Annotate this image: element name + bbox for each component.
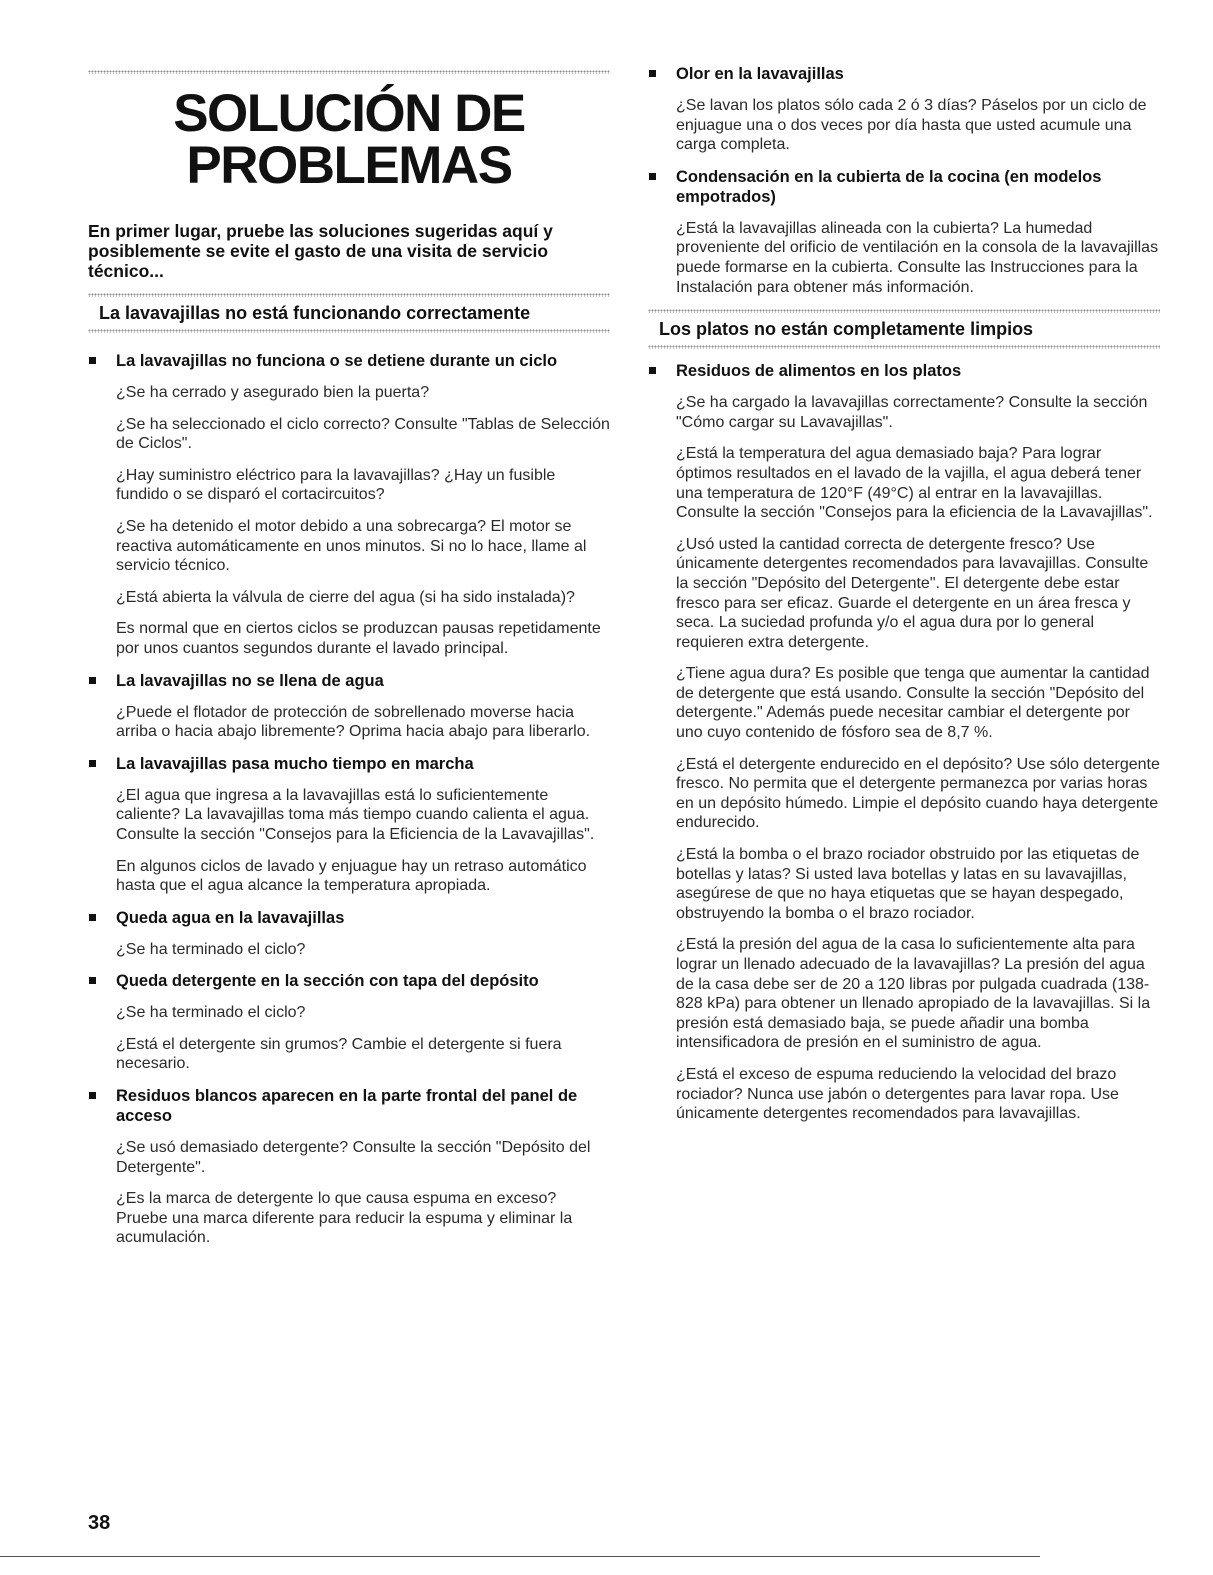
item-text: ¿Está la lavavajillas alineada con la cubierta? La humedad proveniente del orificio de ventilación en la consola de la lavavajillas puede formarse en la cubierta. Consulte las Instrucciones para la Instalación para obtener más información. (676, 219, 1159, 296)
top-divider (88, 70, 610, 74)
list-item (88, 351, 610, 659)
list-item (88, 671, 610, 742)
square-bullet-icon (649, 70, 656, 77)
item-text: ¿Se ha detenido el motor debido a una sobrecarga? El motor se reactiva automáticamente en unos minutos. Si no lo hace, llame al servicio técnico. (116, 517, 587, 575)
list-item (648, 167, 1160, 297)
item-title: Queda agua en la lavavajillas (116, 908, 345, 927)
page-title (88, 84, 610, 195)
list-item (88, 1086, 610, 1248)
item-text: ¿Está la bomba o el brazo rociador obstruido por las etiquetas de botellas y latas? Si usted lava botellas y latas en su lavavajillas, asegúrese de que no haya etiquetas que se hayan despegado, obstruyendo la bomba o el brazo rociador. (676, 846, 1140, 922)
item-text: ¿Es la marca de detergente lo que causa espuma en exceso? Pruebe una marca diferente para reducir la espuma y eliminar la acumulación. (116, 1190, 573, 1247)
item-text: ¿Usó usted la cantidad correcta de detergente fresco? Use únicamente detergentes recomendados para lavavajillas. Consulte la sección "Depósito del Detergente". El detergente debe estar fresco para ser eficaz. Guarde el detergente en un área fresca y seca. La suciedad profunda y/o el agua dura por lo general requieren extra detergente. (676, 535, 1149, 651)
item-text: ¿Está el detergente sin grumos? Cambie el detergente si fuera necesario. (116, 1035, 562, 1073)
item-text: ¿Está el exceso de espuma reduciendo la velocidad del brazo rociador? Nunca use jabón o detergentes para lavar ropa. Use únicamente detergentes recomendados para lavavajillas. (676, 1065, 1119, 1123)
item-text: Es normal que en ciertos ciclos se produzcan pausas repetidamente por unos cuantos segundos durante el lavado principal. (116, 620, 601, 657)
square-bullet-icon (649, 173, 656, 180)
item-title: Condensación en la cubierta de la cocina (en modelos empotrados) (676, 167, 1102, 206)
item-text: ¿Se ha seleccionado el ciclo correcto? Consulte "Tablas de Selección de Ciclos". (116, 415, 610, 453)
item-title: Residuos blancos aparecen en la parte frontal del panel de acceso (116, 1087, 578, 1126)
square-bullet-icon (89, 357, 96, 364)
list-item (648, 64, 1160, 155)
right-column (648, 0, 1160, 1136)
item-text: ¿Hay suministro eléctrico para la lavavajillas? ¿Hay un fusible fundido o se disparó el cortacircuitos? (116, 466, 556, 504)
page-number: 38 (88, 1512, 111, 1534)
item-text: En algunos ciclos de lavado y enjuague hay un retraso automático hasta que el agua alcance la temperatura apropiada. (116, 857, 587, 895)
section-divider (88, 329, 610, 333)
item-text: ¿Está abierta la válvula de cierre del agua (si ha sido instalada)? (116, 588, 575, 606)
section-heading: Los platos no están completamente limpios (659, 319, 1034, 340)
list-item (648, 361, 1160, 1124)
item-text: ¿Puede el flotador de protección de sobrellenado moverse hacia arriba o hacia abajo libremente? Oprima hacia abajo para liberarlo. (116, 703, 591, 741)
item-text: ¿Se ha cargado la lavavajillas correctamente? Consulte la sección "Cómo cargar su Lavavajillas". (676, 394, 1148, 431)
footer-rule (0, 1556, 1040, 1557)
item-text: ¿Está la temperatura del agua demasiado baja? Para lograr óptimos resultados en el lavado de la vajilla, el agua deberá tener una temperatura de 120°F (49°C) al entrar en la lavavajillas. Consulte la sección "Consejos para la eficiencia de la Lavavajillas". (676, 445, 1153, 522)
section-divider (648, 345, 1160, 349)
intro-text: En primer lugar, pruebe las soluciones sugeridas aquí y posiblemente se evite el gasto de una visita de servicio técnico... (88, 221, 553, 281)
page-title-line2: PROBLEMAS (186, 136, 512, 195)
left-column (88, 0, 610, 1260)
square-bullet-icon (89, 677, 96, 684)
square-bullet-icon (89, 760, 96, 767)
item-title: Olor en la lavavajillas (676, 65, 844, 83)
section-heading: La lavavajillas no está funcionando correctamente (99, 303, 531, 323)
item-text: ¿Se lavan los platos sólo cada 2 ó 3 días? Páselos por un ciclo de enjuague una o dos veces por día hasta que usted acumule una carga completa. (676, 97, 1147, 154)
item-title: La lavavajillas no se llena de agua (116, 671, 384, 690)
item-text: ¿Se ha terminado el ciclo? (116, 940, 306, 958)
list-item (88, 908, 610, 960)
square-bullet-icon (89, 1092, 96, 1099)
troubleshooting-list (648, 361, 1160, 1124)
square-bullet-icon (89, 914, 96, 921)
item-title: Queda detergente en la sección con tapa del depósito (116, 972, 539, 991)
item-text: ¿Se ha terminado el ciclo? (116, 1004, 306, 1022)
list-item (88, 971, 610, 1074)
item-text: ¿Está la presión del agua de la casa lo suficientemente alta para lograr un llenado adecuado de la lavavajillas? La presión del agua de la casa debe ser de 20 a 120 libras por pulgada cuadrada (138-828 kPa) para obtener un llenado apropiado de la lavavajillas. Si la presión está demasiado baja, se puede añadir una bomba intensificadora de presión en el suministro de agua. (676, 936, 1151, 1052)
item-text: ¿El agua que ingresa a la lavavajillas está lo suficientemente caliente? La lavavajillas toma más tiempo cuando calienta el agua. Consulte la sección "Consejos para la Eficiencia de la Lavavajillas". (116, 786, 595, 843)
item-title: Residuos de alimentos en los platos (676, 362, 962, 381)
item-text: ¿Se usó demasiado detergente? Consulte la sección "Depósito del Detergente". (116, 1139, 591, 1176)
square-bullet-icon (89, 977, 96, 984)
item-title: La lavavajillas no funciona o se detiene durante un ciclo (116, 352, 558, 370)
troubleshooting-list (88, 351, 610, 1248)
item-text: ¿Está el detergente endurecido en el depósito? Use sólo detergente fresco. No permita que el detergente permanezca por varias horas en un depósito húmedo. Limpie el depósito cuando haya detergente endurecido. (676, 755, 1160, 832)
troubleshooting-list (648, 64, 1160, 297)
list-item (88, 754, 610, 896)
item-text: ¿Tiene agua dura? Es posible que tenga que aumentar la cantidad de detergente que está usando. Consulte la sección "Depósito del detergente." Además puede necesitar cambiar el detergente por uno cuyo contenido de fósforo sea de 8,7 %. (676, 665, 1150, 742)
page-title-line1: SOLUCIÓN DE (173, 84, 525, 143)
square-bullet-icon (649, 367, 656, 374)
item-title: La lavavajillas pasa mucho tiempo en marcha (116, 754, 474, 773)
item-text: ¿Se ha cerrado y asegurado bien la puerta? (116, 384, 430, 401)
